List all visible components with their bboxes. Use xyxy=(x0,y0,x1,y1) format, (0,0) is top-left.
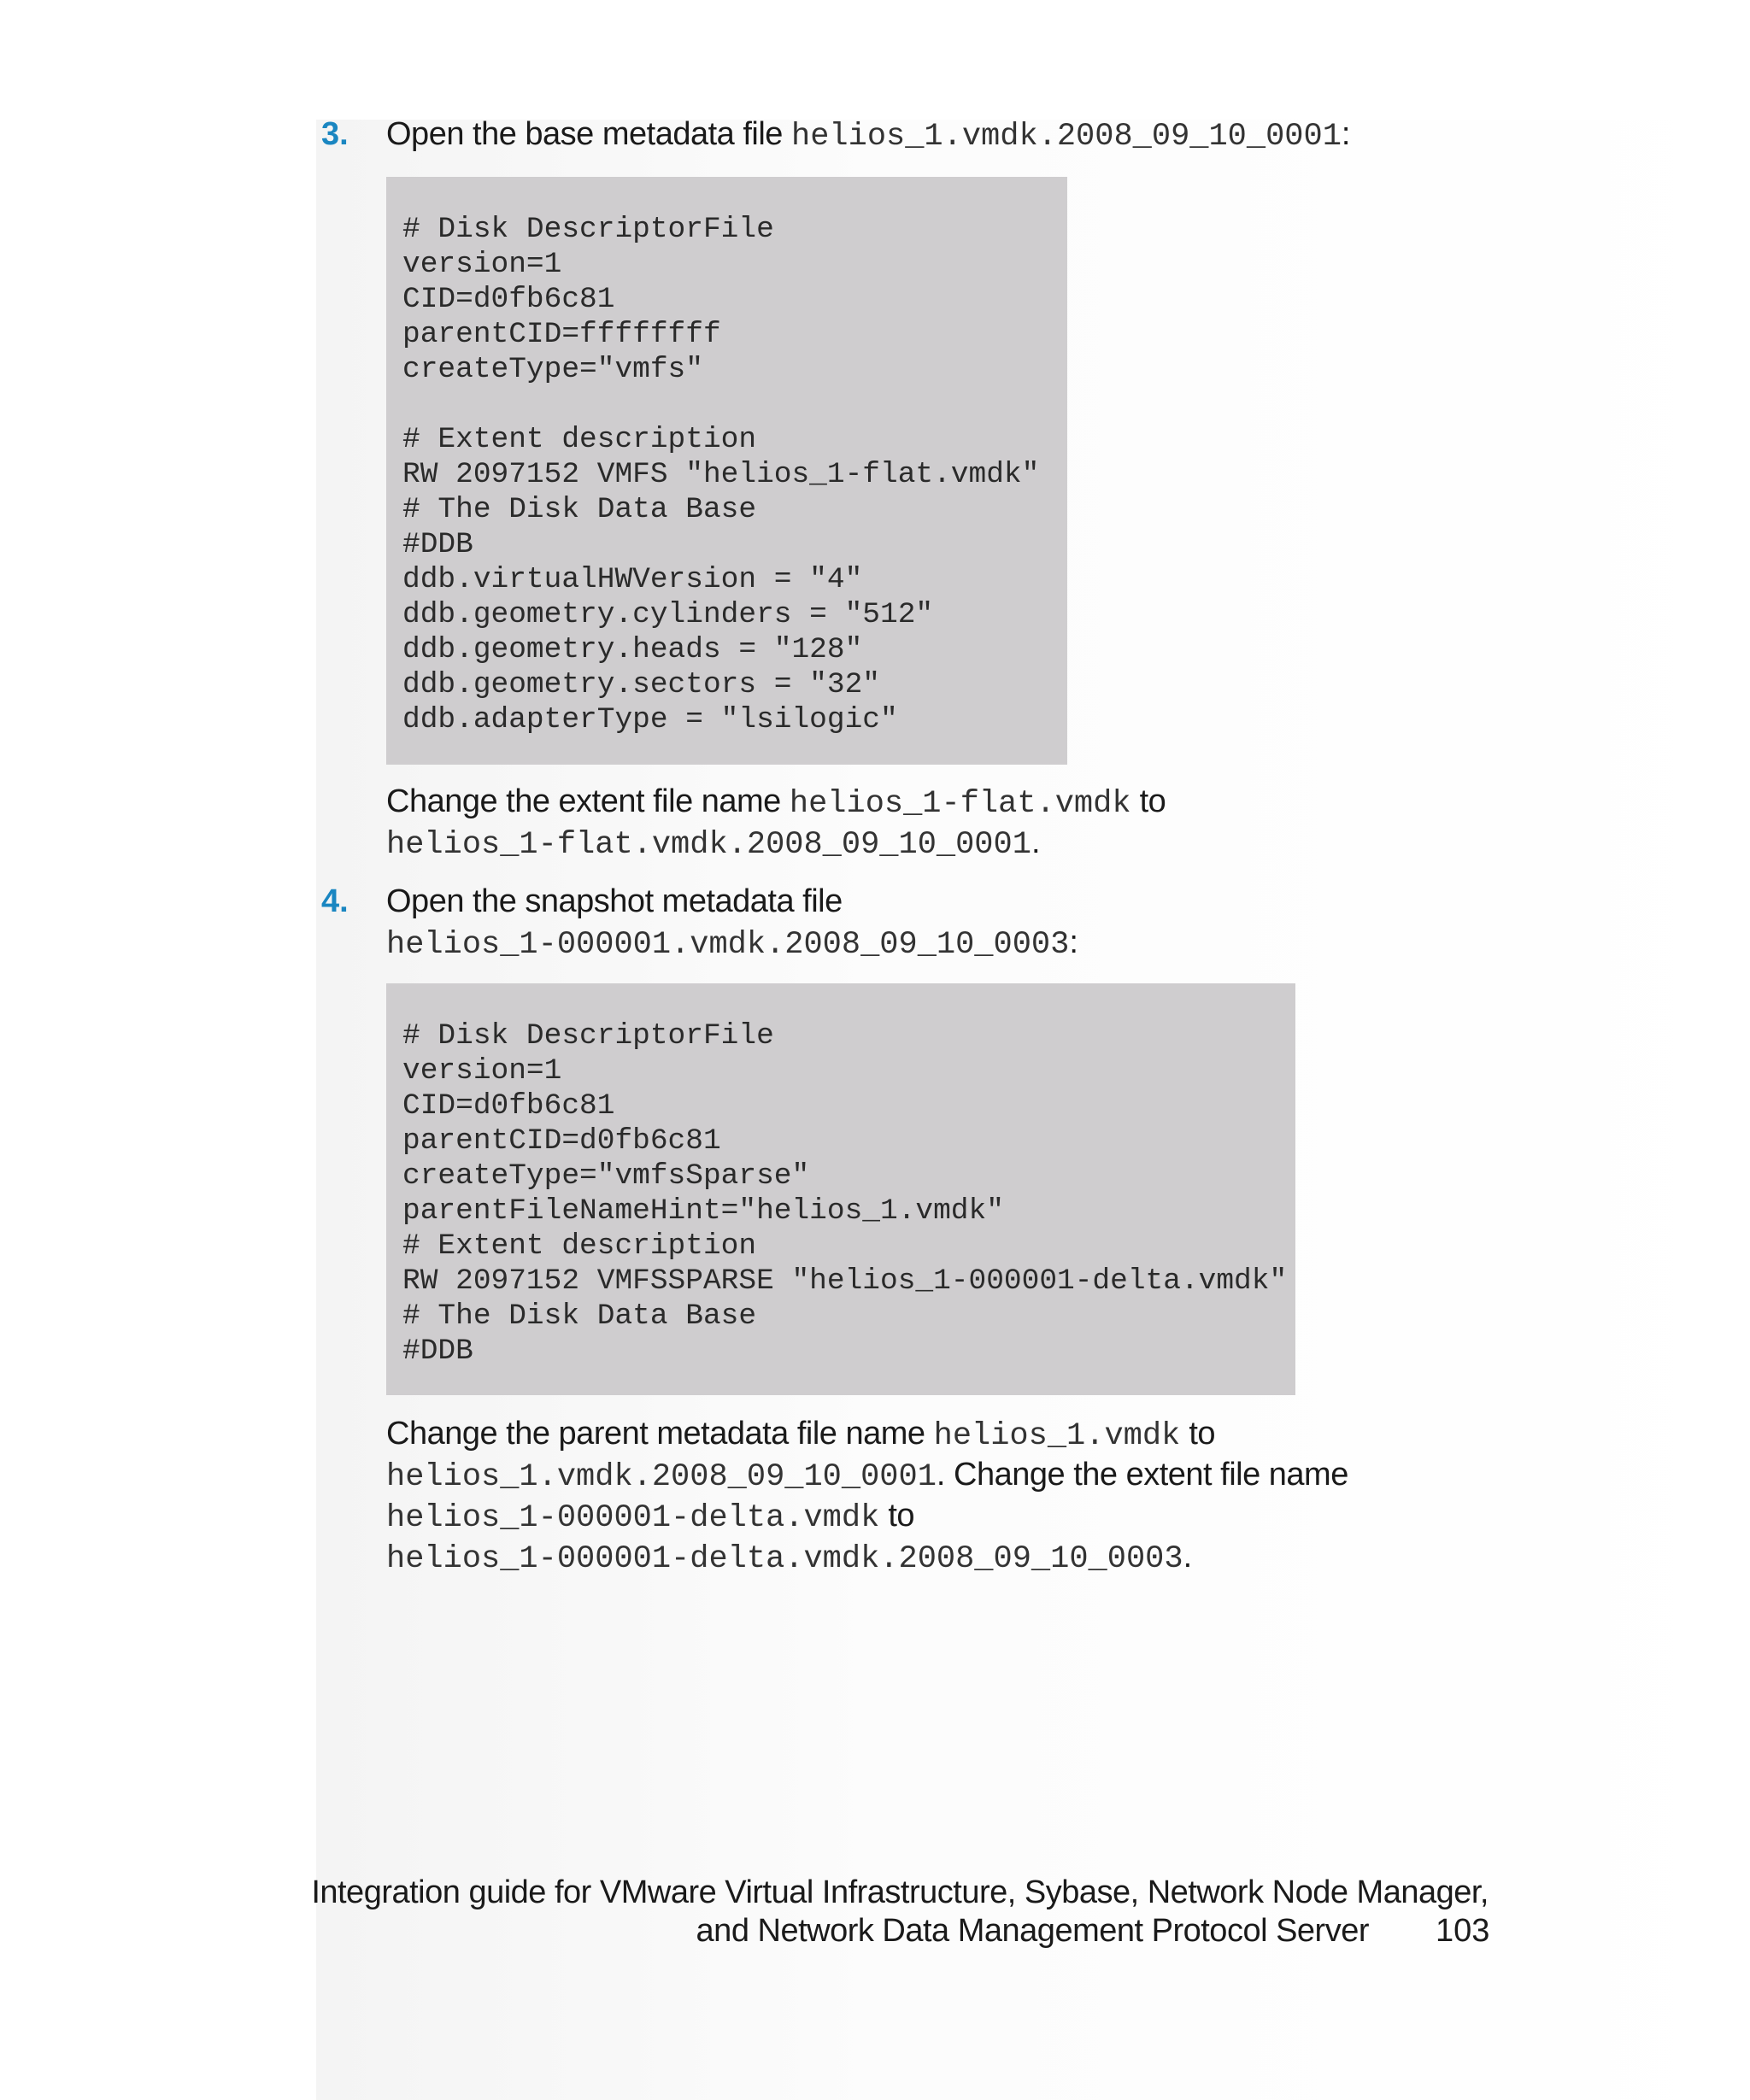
footer-title-line-2: and Network Data Management Protocol Server xyxy=(696,1913,1369,1949)
step-4-number: 4. xyxy=(321,883,349,919)
code-line: #DDB xyxy=(402,1334,473,1368)
step-3-number: 3. xyxy=(321,116,349,152)
step-4-change2-to: helios_1-000001-delta.vmdk.2008_09_10_0003 xyxy=(386,1541,1183,1577)
code-line: ddb.geometry.heads = "128" xyxy=(402,633,863,666)
step-3-change-line-2 xyxy=(386,820,1040,867)
code-line: # Disk DescriptorFile xyxy=(402,1019,774,1053)
code-line: ddb.virtualHWVersion = "4" xyxy=(402,563,863,596)
step-3-change-to: helios_1-flat.vmdk.2008_09_10_0001 xyxy=(386,827,1031,863)
step-3-intro-end: : xyxy=(1341,116,1350,152)
code-line xyxy=(402,983,1295,1018)
step-4-intro-end: : xyxy=(1069,924,1078,960)
step-4-change1-to-word: to xyxy=(1180,1416,1216,1452)
code-line: #DDB xyxy=(402,528,473,561)
step-4-intro-file: helios_1-000001.vmdk.2008_09_10_0003 xyxy=(386,927,1070,963)
code-line: # Extent description xyxy=(402,423,757,456)
code-line: ddb.geometry.sectors = "32" xyxy=(402,668,880,701)
code-line: CID=d0fb6c81 xyxy=(402,283,615,316)
code-line: parentCID=ffffffff xyxy=(402,318,721,351)
code-line: createType="vmfsSparse" xyxy=(402,1159,810,1193)
step-4-change1-to: helios_1.vmdk.2008_09_10_0001 xyxy=(386,1459,937,1495)
step-3-change-line-1 xyxy=(386,779,1166,826)
step-3-change-end: . xyxy=(1031,824,1040,860)
code-line: parentCID=d0fb6c81 xyxy=(402,1124,721,1158)
code-block-snapshot-metadata xyxy=(386,983,1295,1395)
step-4-intro-file-line xyxy=(386,920,1078,967)
step-4-change1-from: helios_1.vmdk xyxy=(933,1418,1181,1454)
code-line: # Disk DescriptorFile xyxy=(402,213,774,246)
code-line: RW 2097152 VMFSSPARSE "helios_1-000001-delta.vmdk" xyxy=(402,1264,1288,1298)
step-4-change2-text: . Change the extent file name xyxy=(936,1457,1348,1493)
footer-title-line-1: Integration guide for VMware Virtual Infrastructure, Sybase, Network Node Manager, xyxy=(311,1874,1489,1910)
step-4-change-line-3 xyxy=(386,1493,914,1540)
step-4-change-line-2 xyxy=(386,1452,1348,1499)
step-4-change-line-4 xyxy=(386,1534,1192,1581)
code-line xyxy=(402,387,1067,422)
code-line: RW 2097152 VMFS "helios_1-flat.vmdk" xyxy=(402,458,1040,491)
page-number: 103 xyxy=(1436,1913,1490,1949)
step-4-intro: Open the snapshot metadata file xyxy=(386,883,843,919)
step-3-change-to-word: to xyxy=(1130,783,1166,819)
step-4-change2-to-word: to xyxy=(879,1498,915,1534)
code-line: createType="vmfs" xyxy=(402,353,703,386)
code-line: parentFileNameHint="helios_1.vmdk" xyxy=(402,1194,1004,1228)
step-3-change-from: helios_1-flat.vmdk xyxy=(789,786,1131,822)
step-4-change2-from: helios_1-000001-delta.vmdk xyxy=(386,1500,880,1536)
code-line: ddb.adapterType = "lsilogic" xyxy=(402,703,898,736)
step-4-change1-text: Change the parent metadata file name xyxy=(386,1416,934,1452)
code-line: # Extent description xyxy=(402,1229,757,1263)
step-4-change-line-1 xyxy=(386,1411,1215,1458)
code-line: version=1 xyxy=(402,248,562,281)
step-4-change2-end: . xyxy=(1183,1539,1192,1575)
step-3-change-text: Change the extent file name xyxy=(386,783,790,819)
code-line: # The Disk Data Base xyxy=(402,493,757,526)
code-line: ddb.geometry.cylinders = "512" xyxy=(402,598,934,631)
code-line: version=1 xyxy=(402,1054,562,1088)
step-3-intro-text: Open the base metadata file xyxy=(386,116,791,152)
step-3-intro-file: helios_1.vmdk.2008_09_10_0001 xyxy=(791,119,1342,155)
step-3-intro xyxy=(386,112,1350,159)
code-line: # The Disk Data Base xyxy=(402,1299,757,1333)
code-line xyxy=(402,177,1067,212)
code-line: CID=d0fb6c81 xyxy=(402,1089,615,1123)
code-block-base-metadata xyxy=(386,177,1067,765)
